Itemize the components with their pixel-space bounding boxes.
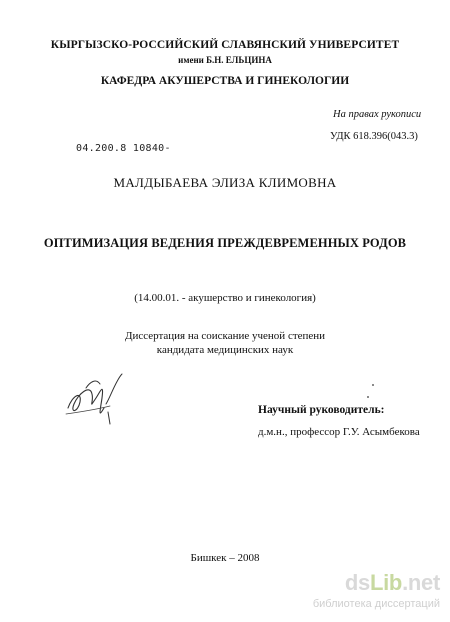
udc-code: УДК 618.396(043.3) (330, 131, 418, 142)
thesis-title: ОПТИМИЗАЦИЯ ВЕДЕНИЯ ПРЕЖДЕВРЕМЕННЫХ РОДОВ (43, 236, 407, 250)
logo-part-ds: ds (344, 570, 370, 595)
degree-line-1: Диссертация на соискание ученой степени (124, 330, 326, 342)
manuscript-rights-note: На правах рукописи (333, 109, 422, 120)
place-and-year: Бишкек – 2008 (190, 552, 260, 564)
logo-part-lib: Lib (369, 570, 403, 595)
dslib-watermark (312, 564, 446, 618)
scan-speck (367, 396, 369, 398)
supervisor-heading: Научный руководитель: (258, 404, 385, 416)
supervisor-name: д.м.н., профессор Г.У. Асымбекова (258, 426, 420, 438)
handwritten-signature (60, 368, 140, 428)
specialty-code: (14.00.01. - акушерство и гинекология) (134, 292, 316, 304)
dslib-caption: библиотека диссертаций (312, 598, 440, 610)
university-subtitle: имени Б.Н. ЕЛЬЦИНА (178, 55, 272, 65)
scan-speck (372, 384, 374, 386)
dslib-logo (345, 570, 440, 596)
author-name: МАЛДЫБАЕВА ЭЛИЗА КЛИМОВНА (113, 175, 337, 190)
registration-stamp: 04.200.8 10840- (76, 143, 171, 154)
logo-part-net: .net (402, 570, 440, 595)
university-name: КЫРГЫЗСКО-РОССИЙСКИЙ СЛАВЯНСКИЙ УНИВЕРСИТЕТ (50, 39, 400, 51)
department-name: КАФЕДРА АКУШЕРСТВА И ГИНЕКОЛОГИИ (100, 75, 350, 87)
degree-line-2: кандидата медицинских наук (156, 344, 294, 356)
